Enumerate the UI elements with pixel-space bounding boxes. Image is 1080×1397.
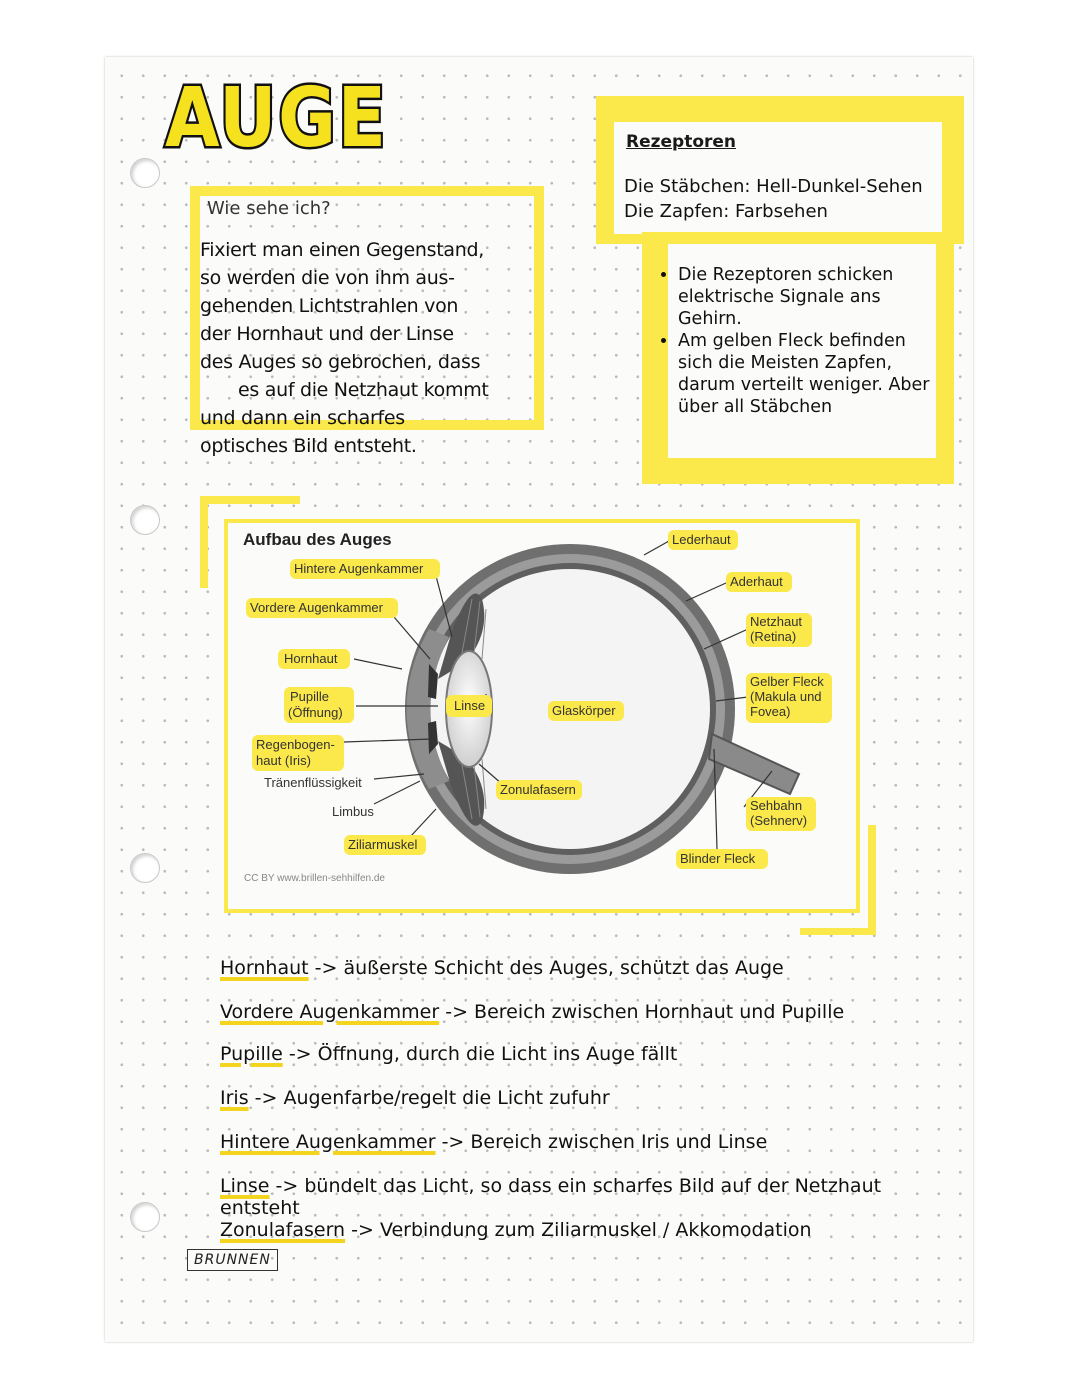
definition-row [220, 957, 784, 979]
answer-line: und dann ein scharfes [200, 407, 405, 429]
answer-line: gehenden Lichtstrahlen von [200, 295, 459, 317]
punch-hole [130, 505, 160, 535]
definition-term: Iris [220, 1087, 249, 1109]
label-zonulafasern: Zonulafasern [500, 782, 576, 797]
label-gelber-fleck-sub2: Fovea) [750, 704, 791, 719]
question-answer [200, 236, 545, 460]
definition-text: -> äußerste Schicht des Auges, schützt das Auge [314, 957, 784, 979]
label-gelber-fleck-sub: (Makula und [750, 689, 822, 704]
label-hintere-augenkammer: Hintere Augenkammer [294, 561, 424, 576]
receptor-note: • Am gelben Fleck befinden sich die Meisten Zapfen, darum verteilt weniger. Aber über all Stäbchen [678, 330, 934, 418]
highlight-stroke [800, 928, 876, 935]
label-gelber-fleck: Gelber Fleck [750, 674, 824, 689]
brand-logo: BRUNNEN [187, 1249, 278, 1271]
receptor-rods: Die Stäbchen: Hell-Dunkel-Sehen [624, 176, 923, 197]
definition-text: -> Öffnung, durch die Licht ins Auge fällt [288, 1043, 678, 1065]
answer-line: es auf die Netzhaut kommt [238, 379, 489, 401]
label-regenbogenhaut: Regenbogen- [256, 737, 335, 752]
answer-line: Fixiert man einen Gegenstand, [200, 239, 484, 261]
definition-row [220, 1043, 677, 1065]
diagram-title: Aufbau des Auges [243, 530, 392, 549]
definition-text: -> Verbindung zum Ziliarmuskel / Akkomodation [351, 1219, 812, 1241]
label-vordere-augenkammer: Vordere Augenkammer [250, 600, 383, 615]
definition-term: Pupille [220, 1043, 283, 1065]
definition-row [220, 1001, 844, 1023]
answer-line: so werden die von ihm aus- [200, 267, 455, 289]
label-limbus: Limbus [332, 804, 374, 819]
definition-term: Vordere Augenkammer [220, 1001, 440, 1023]
definition-term: Linse [220, 1175, 270, 1197]
eye-diagram [224, 519, 860, 913]
definition-row [220, 1087, 610, 1109]
label-netzhaut: Netzhaut [750, 614, 803, 629]
label-hornhaut: Hornhaut [284, 651, 338, 666]
punch-hole [130, 1202, 160, 1232]
receptor-cones: Die Zapfen: Farbsehen [624, 201, 828, 222]
receptor-note: • Die Rezeptoren schicken elektrische Signale ans Gehirn. [678, 264, 934, 330]
label-sehbahn: Sehbahn [750, 798, 803, 813]
answer-line: des Auges so gebrochen, dass [200, 351, 481, 373]
definition-term: Zonulafasern [220, 1219, 346, 1241]
highlight-stroke [200, 496, 208, 588]
punch-hole [130, 853, 160, 883]
label-sehbahn-sub: (Sehnerv) [750, 813, 808, 828]
definition-text: -> Bereich zwischen Iris und Linse [441, 1131, 768, 1153]
definition-term: Hornhaut [220, 957, 309, 979]
definition-row [220, 1131, 767, 1153]
definition-text: -> Bereich zwischen Hornhaut und Pupille [445, 1001, 845, 1023]
label-ziliarmuskel: Ziliarmuskel [348, 837, 418, 852]
label-blinder-fleck: Blinder Fleck [680, 851, 756, 866]
definition-row [220, 1219, 812, 1241]
page-title: AUGE [165, 71, 388, 166]
label-pupille: Pupille [290, 689, 330, 704]
label-netzhaut-sub: (Retina) [750, 629, 797, 644]
receptor-notes [676, 264, 934, 418]
label-glaskoerper: Glaskörper [552, 703, 616, 718]
definition-row [220, 1175, 910, 1219]
label-traenenfluessigkeit: Tränenflüssigkeit [264, 775, 362, 790]
definition-text: -> Augenfarbe/regelt die Licht zufuhr [254, 1087, 610, 1109]
question-label: Wie sehe ich? [207, 198, 331, 219]
punch-hole [130, 158, 160, 188]
label-linse: Linse [454, 698, 486, 713]
highlight-stroke [200, 496, 300, 504]
answer-line: optisches Bild entsteht. [200, 435, 417, 457]
diagram-credit: CC BY www.brillen-sehhilfen.de [244, 873, 385, 884]
label-aderhaut: Aderhaut [730, 574, 783, 589]
receptor-heading: Rezeptoren [626, 132, 737, 152]
definition-term: Hintere Augenkammer [220, 1131, 436, 1153]
label-regenbogenhaut-sub: haut (Iris) [256, 753, 311, 768]
highlight-stroke [868, 825, 876, 935]
answer-line: der Hornhaut und der Linse [200, 323, 454, 345]
label-lederhaut: Lederhaut [672, 532, 731, 547]
definition-text: -> bündelt das Licht, so dass ein scharfes Bild auf der Netzhaut entsteht [220, 1175, 882, 1219]
label-pupille-sub: (Öffnung) [288, 705, 343, 720]
